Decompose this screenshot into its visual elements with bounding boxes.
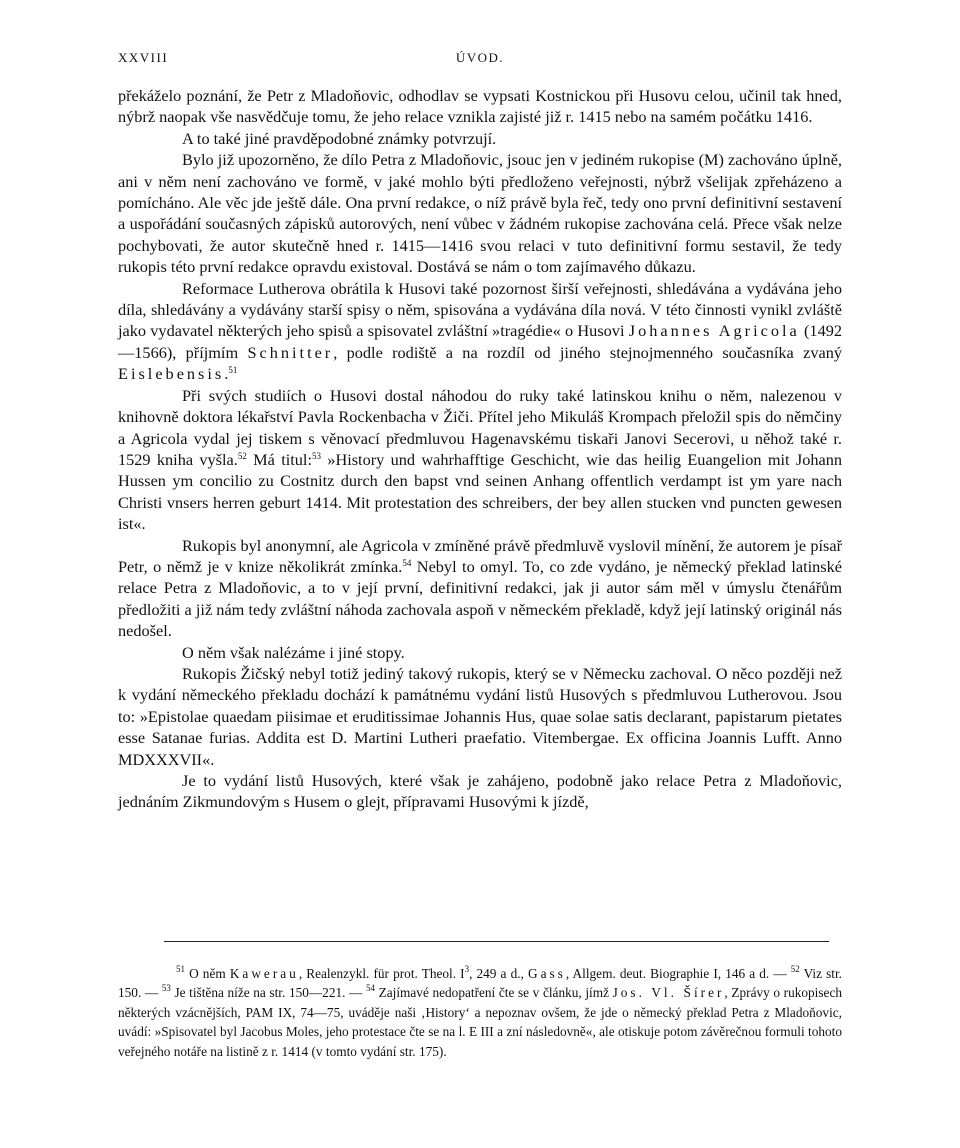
footnote xyxy=(118,964,842,1061)
paragraph xyxy=(118,385,842,535)
footnote-ref: 54 xyxy=(402,557,412,568)
spaced-name: Johannes Agricola xyxy=(628,321,800,341)
spaced-name: Kawerau xyxy=(229,966,299,981)
text-run: Zajímavé nedopatření čte se v článku, jímž xyxy=(375,985,613,1001)
text-run: Nebyl to omyl. To, co zde vydáno, je německý překlad latinské relace Petra z Mladoňovic, a to v její první, definitivní redakci, jak ji autor sám měl v úmyslu čtenářům předložiti a již nám tedy zvláštní náhoda zachovala aspoň v německém překladě, když její latinský originál nás nedošel. xyxy=(118,556,842,641)
footnote-ref: 51 xyxy=(228,365,238,376)
text-run: Je tištěna níže na str. 150—221. — xyxy=(170,985,367,1001)
spaced-name: Eislebensis xyxy=(118,364,225,384)
text-run: , Realenzykl. für prot. Theol. I xyxy=(298,966,465,981)
text-run: , podle rodiště a na rozdíl od jiného stejnojmenného současníka zvaný xyxy=(333,342,842,362)
spaced-name: Gass xyxy=(527,966,566,981)
paragraph: překáželo poznání, že Petr z Mladoňovic, odhodlav se vypsati Kostnickou při Husovu celou, učinil tak hned, nýbrž naopak vše nasvědčuje tomu, že jeho relace vznikla zajisté již r. 1415 nebo na samém počátku 1416. xyxy=(118,86,842,127)
footnote-divider xyxy=(164,941,829,942)
footnote-ref: 53 xyxy=(311,450,321,461)
text-run: , Allgem. deut. Biographie I, 146 a d. — xyxy=(565,966,791,981)
footnote-mark: 51 xyxy=(176,964,185,974)
spaced-name: Schnitter xyxy=(247,342,334,362)
running-title: ÚVOD. xyxy=(455,50,505,65)
paragraph xyxy=(118,278,842,385)
text-run: Má titul: xyxy=(246,449,312,469)
paragraph: Bylo již upozorněno, že dílo Petra z Mladoňovic, jsouc jen v jediném rukopise (M) zachováno úplně, ani v něm není zachováno ve formě, v jaké mohlo býti předloženo veřejnosti, nýbrž všelijak zpřeházeno a pomícháno. Ale věc jde ještě dále. Ona první redakce, o níž právě byla řeč, tedy ono první definitivní sestavení a uspořádání současných zápisků autorových, není vůbec v žádném rukopise zachována celá. Přece však nelze pochybovati, že autor skutečně hned r. 1415—1416 svou relaci v tuto definitivní formu sestavil, že tedy rukopis této první redakce opravdu existoval. Dostává se nám o tom zajímavého důkazu. xyxy=(118,150,842,277)
text-run: Rukopis byl anonymní, ale Agricola v zmíněné právě předmluvě vyslovil mínění, že autorem je písař Petr, o němž je v knize několikrát zmínka. xyxy=(118,535,842,576)
paragraph: Rukopis Žičský nebyl totiž jediný takový rukopis, který se v Německu zachoval. O něco později než k vydání německého překladu dochází k památnému vydání listů Husových s předmluvou Lutherovou. Jsou to: »Epistolae quaedam piisimae et eruditissimae Johannis Hus, quae solae satis declarant, papistarum pietates esse Satanae furias. Addita est D. Martini Lutheri praefatio. Vitembergae. Ex officina Joannis Lufft. Anno MDXXXVII«. xyxy=(118,663,842,769)
paragraph: O něm však nalézáme i jiné stopy. xyxy=(182,642,405,662)
text-run: , Zprávy o rukopisech některých vzácnějších, PAM IX, 74—75, uváděje naši ‚History‘ a nepoznav ovšem, že jde o německý překlad Petra z Mladoňovic, uvádí: »Spisovatel byl Jacobus Moles, jeho protestace čte se na l. E III a zní následovně«, ale otiskuje potom závěrečnou formuli tohoto veřejného notáře na listině z r. 1414 (v tomto vydání str. 175). xyxy=(118,985,843,1059)
edition-superscript: 3 xyxy=(464,964,470,974)
text-run: Reformace Lutherova obrátila k Husovi také pozornost širší veřejnosti, shledávána a vydávána jeho díla, shledávány a vydávány starší spisy o něm, spisována a vydávána díla nová. V této činnosti vynikl zvláště jako vydavatel některých jeho spisů a spisovatel zvláštní »tragédie« o Husovi xyxy=(118,278,842,341)
text-run: (1492—1566), příjmím xyxy=(118,321,842,362)
footnote-mark: 54 xyxy=(366,983,376,994)
page-number: XXVIII xyxy=(118,50,169,65)
paragraph: Je to vydání listů Husových, které však je zahájeno, podobně jako relace Petra z Mladoňovic, jednáním Zikmundovým s Husem o glejt, přípravami Husovými k jízdě, xyxy=(118,771,842,812)
footnote-mark: 53 xyxy=(161,983,171,994)
spaced-name: Jos. Vl. Šírer xyxy=(612,985,725,1001)
paragraph xyxy=(118,535,842,642)
text-run: , 249 a d., xyxy=(469,966,528,981)
text-run: Při svých studiích o Husovi dostal náhodou do ruky také latinskou knihu o něm, nalezenou v knihovně doktora lékařství Pavla Rockenbacha v Žiči. Přítel jeho Mikuláš Krompach přeložil spis do němčiny a Agricola vydal jej tiskem s věnovací předmluvou Hagenavskému tiskaři Janovi Secerovi, u něhož také r. 1529 kniha vyšla. xyxy=(118,385,842,469)
text-run: »History und wahrhafftige Geschicht, wie das heilig Euangelion mit Johann Hussen ym concilio zu Costnitz durch den bapst vnd seinen Anhang offentlich verdampt ist ym yare nach Christi vnsers herren geburt 1414. Mit protestation des schreibers, der bey allen stucken vnd puncten gewesen ist«. xyxy=(118,449,842,534)
text-run: O něm xyxy=(185,966,230,981)
text-run: . xyxy=(224,364,229,384)
footnote-ref: 52 xyxy=(237,450,247,461)
paragraph: A to také jiné pravděpodobné známky potvrzují. xyxy=(182,128,497,148)
running-header xyxy=(118,50,842,70)
footnotes xyxy=(118,964,842,1061)
footnote-mark: 52 xyxy=(790,964,800,974)
main-text xyxy=(118,85,842,813)
text-run: Viz str. 150. — xyxy=(118,966,843,1001)
